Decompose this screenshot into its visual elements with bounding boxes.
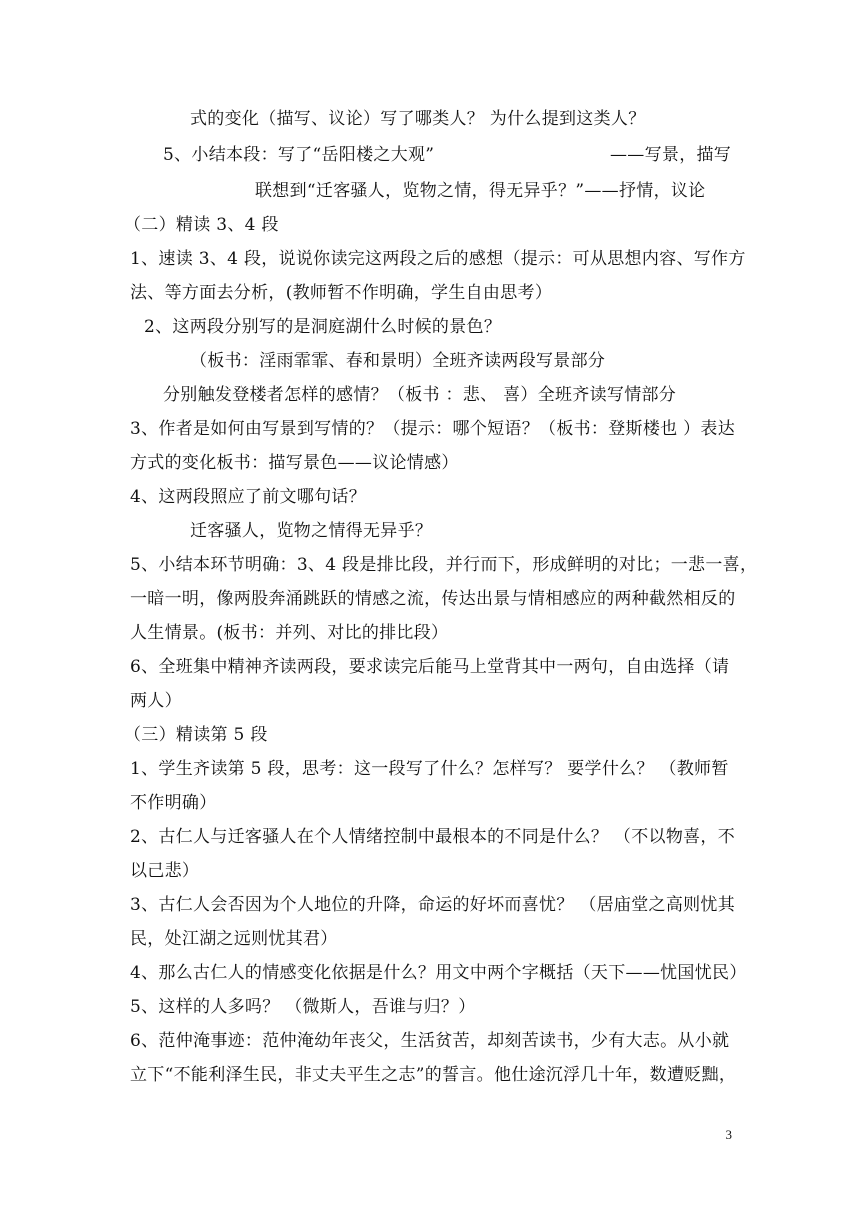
text-line: 6、全班集中精神齐读两段，要求读完后能马上堂背其中一两句，自由选择（请 xyxy=(130,657,730,677)
text-line: 5、小结本段：写了“岳阳楼之大观” xyxy=(163,145,435,165)
text-line: 3、古仁人会否因为个人地位的升降，命运的好坏而喜忧？ （居庙堂之高则忧其 xyxy=(130,895,736,915)
text-line: 2、这两段分别写的是洞庭湖什么时候的景色？ xyxy=(144,317,502,337)
text-line: 联想到“迁客骚人，览物之情，得无异乎？”——抒情，议论 xyxy=(255,181,706,201)
text-line: ——写景，描写 xyxy=(610,145,732,165)
section-heading: （二）精读 3、4 段 xyxy=(124,215,279,235)
section-heading: （三）精读第 5 段 xyxy=(124,725,268,745)
text-line: 方式的变化板书：描写景色——议论情感） xyxy=(130,453,459,473)
text-line: 1、速读 3、4 段，说说你读完这两段之后的感想（提示：可从思想内容、写作方 xyxy=(130,249,746,269)
text-line: 迁客骚人，览物之情得无异乎？ xyxy=(190,521,433,541)
text-line: 立下“不能利泽生民，非丈夫平生之志”的誓言。他仕途沉浮几十年，数遭贬黜， xyxy=(130,1065,737,1085)
text-line: 一暗一明，像两股奔涌跳跃的情感之流，传达出景与情相感应的两种截然相反的 xyxy=(130,589,736,609)
text-line: 5、这样的人多吗？ （微斯人，吾谁与归？） xyxy=(130,997,476,1017)
text-line: 人生情景。(板书：并列、对比的排比段） xyxy=(130,623,449,643)
text-line: 3、作者是如何由写景到写情的？（提示：哪个短语？（板书：登斯楼也 ）表达 xyxy=(130,419,736,439)
text-line: 6、范仲淹事迹：范仲淹幼年丧父，生活贫苦，却刻苦读书，少有大志。从小就 xyxy=(130,1031,730,1051)
text-line: 4、这两段照应了前文哪句话？ xyxy=(130,487,367,507)
text-line: 2、古仁人与迁客骚人在个人情绪控制中最根本的不同是什么？ （不以物喜，不 xyxy=(130,827,736,847)
text-line: 民，处江湖之远则忧其君） xyxy=(130,929,338,949)
text-line: 1、学生齐读第 5 段，思考：这一段写了什么？怎样写？ 要学什么？ （教师暂 xyxy=(130,759,729,779)
text-line: 4、那么古仁人的情感变化依据是什么？用文中两个字概括（天下——忧国忧民） xyxy=(130,963,747,983)
page-number: 3 xyxy=(725,1127,732,1142)
text-line: 以己悲） xyxy=(130,861,200,881)
text-line: 不作明确） xyxy=(130,793,217,813)
text-line: 5、小结本环节明确：3、4 段是排比段，并行而下，形成鲜明的对比；一悲一喜， xyxy=(130,555,758,575)
text-line: （板书：淫雨霏霏、春和景明）全班齐读两段写景部分 xyxy=(190,351,606,371)
text-line: 分别触发登楼者怎样的感情？（板书 ：悲、 喜）全班齐读写情部分 xyxy=(163,385,677,405)
text-line: 法、等方面去分析，(教师暂不作明确，学生自由思考） xyxy=(130,283,553,303)
text-line: 式的变化（描写、议论）写了哪类人？ 为什么提到这类人？ xyxy=(190,109,646,129)
text-line: 两人） xyxy=(130,691,182,711)
